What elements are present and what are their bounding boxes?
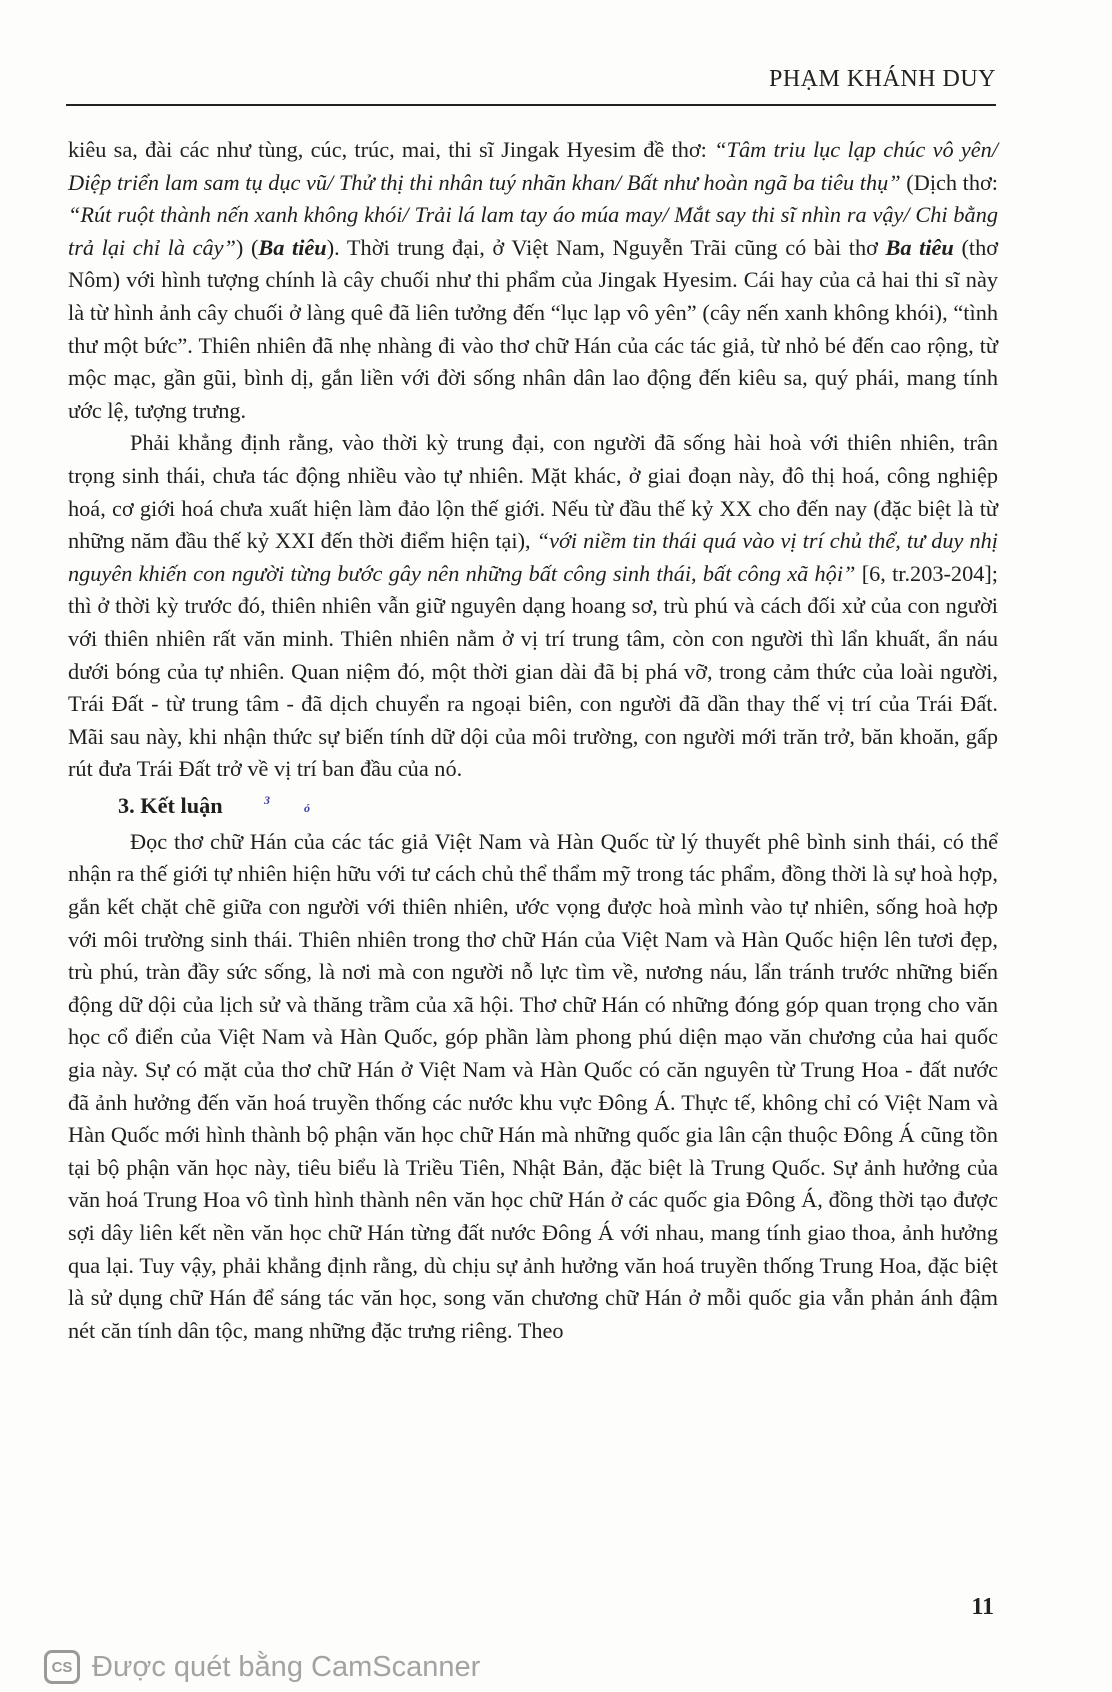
text-segment: Ba tiêu [885, 234, 954, 260]
text-segment: (Dịch thơ: [900, 169, 999, 195]
text-segment: ) ( [235, 234, 259, 260]
text-segment: [6, tr.203-204]; thì ở thời kỳ trước đó, thiên nhiên vẫn giữ nguyên dạng hoang sơ, trù phú và cách đối xử của con người với thiên nhiên rất văn minh. Thiên nhiên nằm ở vị trí trung tâm, còn con người thì lẩn khuất, ẩn náu dưới bóng của tự nhiên. Quan niệm đó, một thời gian dài đã bị phá vỡ, trong cảm thức của loài người, Trái Đất - từ trung tâm - đã dịch chuyển ra ngoại biên, con người đã dần thay thế vị trí của Trái Đất. Mãi sau này, khi nhận thức sự biến tính dữ dội của môi trường, con người mới trăn trở, băn khoăn, gấp rút đưa Trái Đất trở về vị trí ban đầu của nó. [68, 560, 998, 782]
camscanner-watermark [44, 1650, 480, 1684]
text-segment: Ba tiêu [258, 234, 327, 260]
paragraph-2 [68, 427, 998, 786]
section-heading-text: 3. Kết luận [118, 792, 223, 818]
text-segment: (thơ Nôm) với hình tượng chính là cây chuối như thi phẩm của Jingak Hyesim. Cái hay của cả hai thi sĩ này là từ hình ảnh cây chuối ở làng quê đã liên tưởng đến “lục lạp vô yên” (cây nến xanh không khói), “tình thư một bức”. Thiên nhiên đã nhẹ nhàng đi vào thơ chữ Hán của các tác giả, từ nhỏ bé đến cao rộng, từ mộc mạc, gần gũi, bình dị, gắn liền với đời sống nhân dân lao động đến kiêu sa, quý phái, mang tính ước lệ, tượng trưng. [68, 234, 999, 423]
text-segment: kiêu sa, đài các như tùng, cúc, trúc, mai, thi sĩ Jingak Hyesim đề thơ: [68, 137, 715, 162]
text-segment: “Tâm triu lục lạp chúc vô yên/ Diệp triển lam sam tụ dục vũ/ Thử thị thi nhân tuý nhãn khan/ Bất như hoàn ngã ba tiêu thụ” [68, 137, 999, 195]
page-number: 11 [971, 1594, 994, 1620]
section-heading [68, 786, 998, 826]
watermark-text: Được quét bằng CamScanner [92, 1650, 481, 1683]
handwritten-mark: ó [304, 800, 310, 815]
text-segment: “với niềm tin thái quá vào vị trí chủ thể, tư duy nhị nguyên khiến con người từng bước gây nên những bất công sinh thái, bất công xã hội” [68, 528, 998, 586]
paragraph-1 [68, 134, 998, 427]
text-segment: Phải khẳng định rằng, vào thời kỳ trung đại, con người đã sống hài hoà với thiên nhiên, trân trọng sinh thái, chưa tác động nhiều vào tự nhiên. Mặt khác, ở giai đoạn này, đô thị hoá, công nghiệp hoá, cơ giới hoá chưa xuất hiện làm đảo lộn thế giới. Nếu từ đầu thế kỷ XX cho đến nay (đặc biệt là từ những năm đầu thế kỷ XXI đến thời điểm hiện tại), [68, 430, 998, 554]
handwritten-mark: 3 [264, 792, 270, 807]
camscanner-logo-icon: CS [44, 1650, 80, 1684]
header-author-name: PHẠM KHÁNH DUY [768, 66, 996, 92]
body-text [68, 134, 998, 1347]
running-header [66, 60, 996, 106]
text-segment: ). Thời trung đại, ở Việt Nam, Nguyễn Trãi cũng có bài thơ [326, 234, 886, 260]
text-segment: “Rút ruột thành nến xanh không khói/ Trải lá lam tay áo múa may/ Mắt say thi sĩ nhìn ra vậy/ Chi bằng trả lại chỉ là cây” [68, 202, 998, 260]
text-segment: Đọc thơ chữ Hán của các tác giả Việt Nam và Hàn Quốc từ lý thuyết phê bình sinh thái, có thể nhận ra thế giới tự nhiên hiện hữu với tư cách chủ thể thẩm mỹ trong tác phẩm, đồng thời là sự hoà hợp, gắn kết chặt chẽ giữa con người với thiên nhiên, ước vọng được hoà mình vào tự nhiên, sống hoà hợp với môi trường sinh thái. Thiên nhiên trong thơ chữ Hán của Việt Nam và Hàn Quốc hiện lên tươi đẹp, trù phú, tràn đầy sức sống, là nơi mà con người nỗ lực tìm về, nương náu, lẩn tránh trước những biến động dữ dội của lịch sử và thăng trầm của xã hội. Thơ chữ Hán có những đóng góp quan trọng cho văn học cổ điển của Việt Nam và Hàn Quốc, góp phần làm phong phú diện mạo văn chương của hai quốc gia này. Sự có mặt của thơ chữ Hán ở Việt Nam và Hàn Quốc có căn nguyên từ Trung Hoa - đất nước đã ảnh hưởng đến văn hoá truyền thống các nước khu vực Đông Á. Thực tế, không chỉ có Việt Nam và Hàn Quốc mới hình thành bộ phận văn học chữ Hán mà những quốc gia lân cận thuộc Đông Á cũng tồn tại bộ phận văn học này, tiêu biểu là Triều Tiên, Nhật Bản, đặc biệt là Trung Quốc. Sự ảnh hưởng của văn hoá Trung Hoa vô tình hình thành nên văn học chữ Hán ở các quốc gia Đông Á, đồng thời tạo được sợi dây liên kết nền văn học chữ Hán từng đất nước Đông Á với nhau, mang tính giao thoa, ảnh hưởng qua lại. Tuy vậy, phải khẳng định rằng, dù chịu sự ảnh hưởng văn hoá truyền thống Trung Hoa, đặc biệt là sử dụng chữ Hán để sáng tác văn học, song văn chương chữ Hán ở mỗi quốc gia vẫn phản ánh đậm nét căn tính dân tộc, mang những đặc trưng riêng. Theo [68, 828, 998, 1343]
paragraph-3 [68, 826, 998, 1348]
